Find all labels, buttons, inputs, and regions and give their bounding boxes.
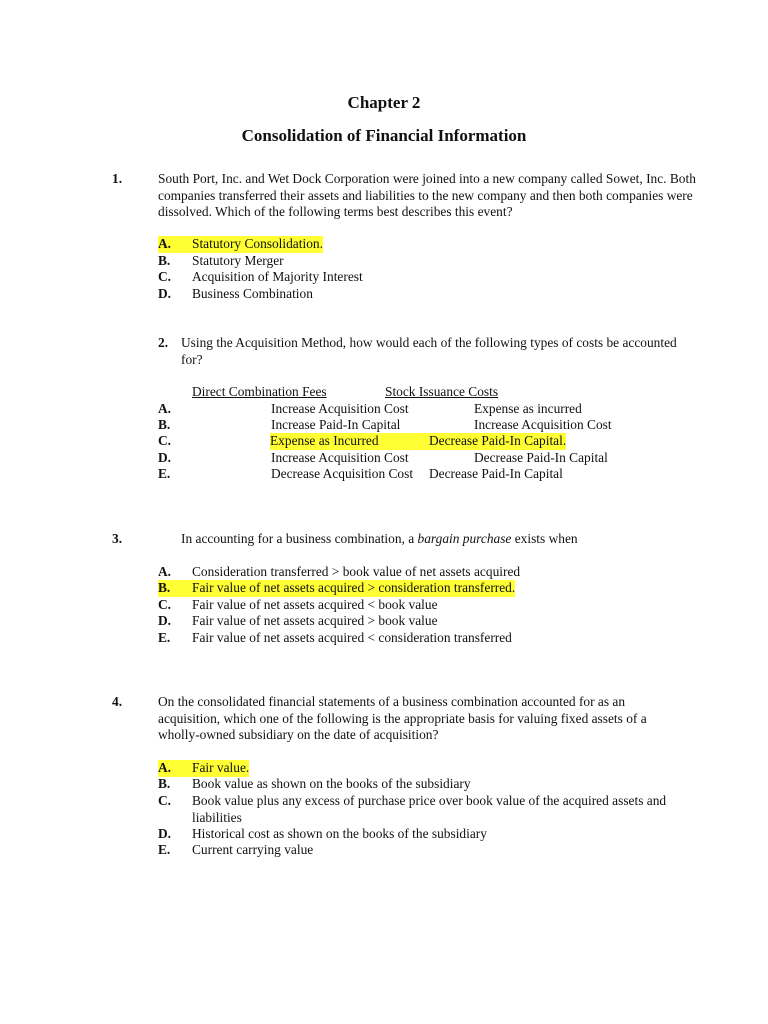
question-3-text-italic: bargain purchase	[417, 531, 512, 546]
q1-option-c-letter: C.	[158, 269, 172, 284]
question-2-number: 2.	[158, 335, 169, 350]
q4-option-e-text: Current carrying value	[192, 842, 314, 857]
q3-option-e-text: Fair value of net assets acquired < consideration transferred	[192, 630, 512, 645]
q1-option-d-letter: D.	[158, 286, 172, 301]
q2-row-a-col2: Expense as incurred	[474, 401, 582, 416]
q2-row-b-letter: B.	[158, 417, 171, 432]
page-title: Consolidation of Financial Information	[241, 126, 527, 145]
q3-option-c-text: Fair value of net assets acquired < book value	[192, 597, 438, 612]
question-4-text: On the consolidated financial statements of a business combination accounted for as an acquisition, which one of the following is the appropriate basis for valuing fixed assets of a wholly-owned subsidiary on the date of acquisition?	[158, 694, 647, 742]
q3-option-d-letter: D.	[158, 613, 172, 628]
q2-column-header-1: Direct Combination Fees	[192, 384, 327, 399]
q1-option-c-text: Acquisition of Majority Interest	[192, 269, 363, 284]
question-3-text	[181, 531, 578, 548]
q3-option-d-text: Fair value of net assets acquired > book value	[192, 613, 438, 628]
q4-option-c-text: Book value plus any excess of purchase price over book value of the acquired assets and liabilities	[192, 793, 667, 825]
q1-option-a-text: Statutory Consolidation.	[192, 236, 323, 251]
q2-row-c-col1: Expense as Incurred	[270, 433, 429, 450]
q4-option-a-text: Fair value.	[192, 760, 250, 775]
q2-row-e-col2: Decrease Paid-In Capital	[429, 466, 563, 481]
q2-row-d-col2: Decrease Paid-In Capital	[474, 450, 608, 465]
q2-row-c-letter: C.	[158, 433, 172, 448]
question-3-number: 3.	[112, 531, 123, 546]
q3-option-a-text: Consideration transferred > book value of net assets acquired	[192, 564, 521, 579]
q2-row-d-col1: Increase Acquisition Cost	[271, 450, 409, 465]
q1-option-d-text: Business Combination	[192, 286, 313, 301]
q4-option-a-letter: A.	[158, 760, 192, 777]
question-1-number: 1.	[112, 171, 123, 186]
chapter-heading: Chapter 2	[347, 93, 421, 112]
q3-option-a-letter: A.	[158, 564, 172, 579]
question-3-text-after: exists when	[511, 531, 578, 546]
q4-option-b-letter: B.	[158, 776, 171, 791]
q1-option-b-text: Statutory Merger	[192, 253, 284, 268]
q2-row-e-letter: E.	[158, 466, 171, 481]
q2-row-b-col2: Increase Acquisition Cost	[474, 417, 612, 432]
q2-row-d-letter: D.	[158, 450, 172, 465]
q2-row-a-letter: A.	[158, 401, 172, 416]
q3-option-b-letter: B.	[158, 580, 192, 597]
q4-option-e-letter: E.	[158, 842, 171, 857]
q3-option-b-text: Fair value of net assets acquired > consideration transferred.	[192, 580, 516, 595]
q4-option-c-letter: C.	[158, 793, 172, 808]
q4-option-d-letter: D.	[158, 826, 172, 841]
q3-option-e-letter: E.	[158, 630, 171, 645]
q4-option-b-text: Book value as shown on the books of the subsidiary	[192, 776, 471, 791]
question-1-text: South Port, Inc. and Wet Dock Corporation were joined into a new company called Sowet, Inc. Both companies transferred their assets and liabilities to the new company and then both companies were dissolved. Which of the following terms best describes this event?	[158, 171, 696, 219]
q2-row-c-col2: Decrease Paid-In Capital.	[429, 433, 567, 448]
q1-option-b-letter: B.	[158, 253, 171, 268]
q2-row-b-col1: Increase Paid-In Capital	[271, 417, 401, 432]
question-2-text: Using the Acquisition Method, how would each of the following types of costs be accounted for?	[181, 335, 677, 367]
q3-option-c-letter: C.	[158, 597, 172, 612]
q2-column-header-2: Stock Issuance Costs	[385, 384, 499, 399]
q4-option-d-text: Historical cost as shown on the books of the subsidiary	[192, 826, 487, 841]
q2-row-e-col1: Decrease Acquisition Cost	[271, 466, 414, 481]
q2-row-a-col1: Increase Acquisition Cost	[271, 401, 409, 416]
q1-option-a-letter: A.	[158, 236, 192, 253]
question-3-text-before: In accounting for a business combination, a	[181, 531, 418, 546]
question-4-number: 4.	[112, 694, 123, 709]
